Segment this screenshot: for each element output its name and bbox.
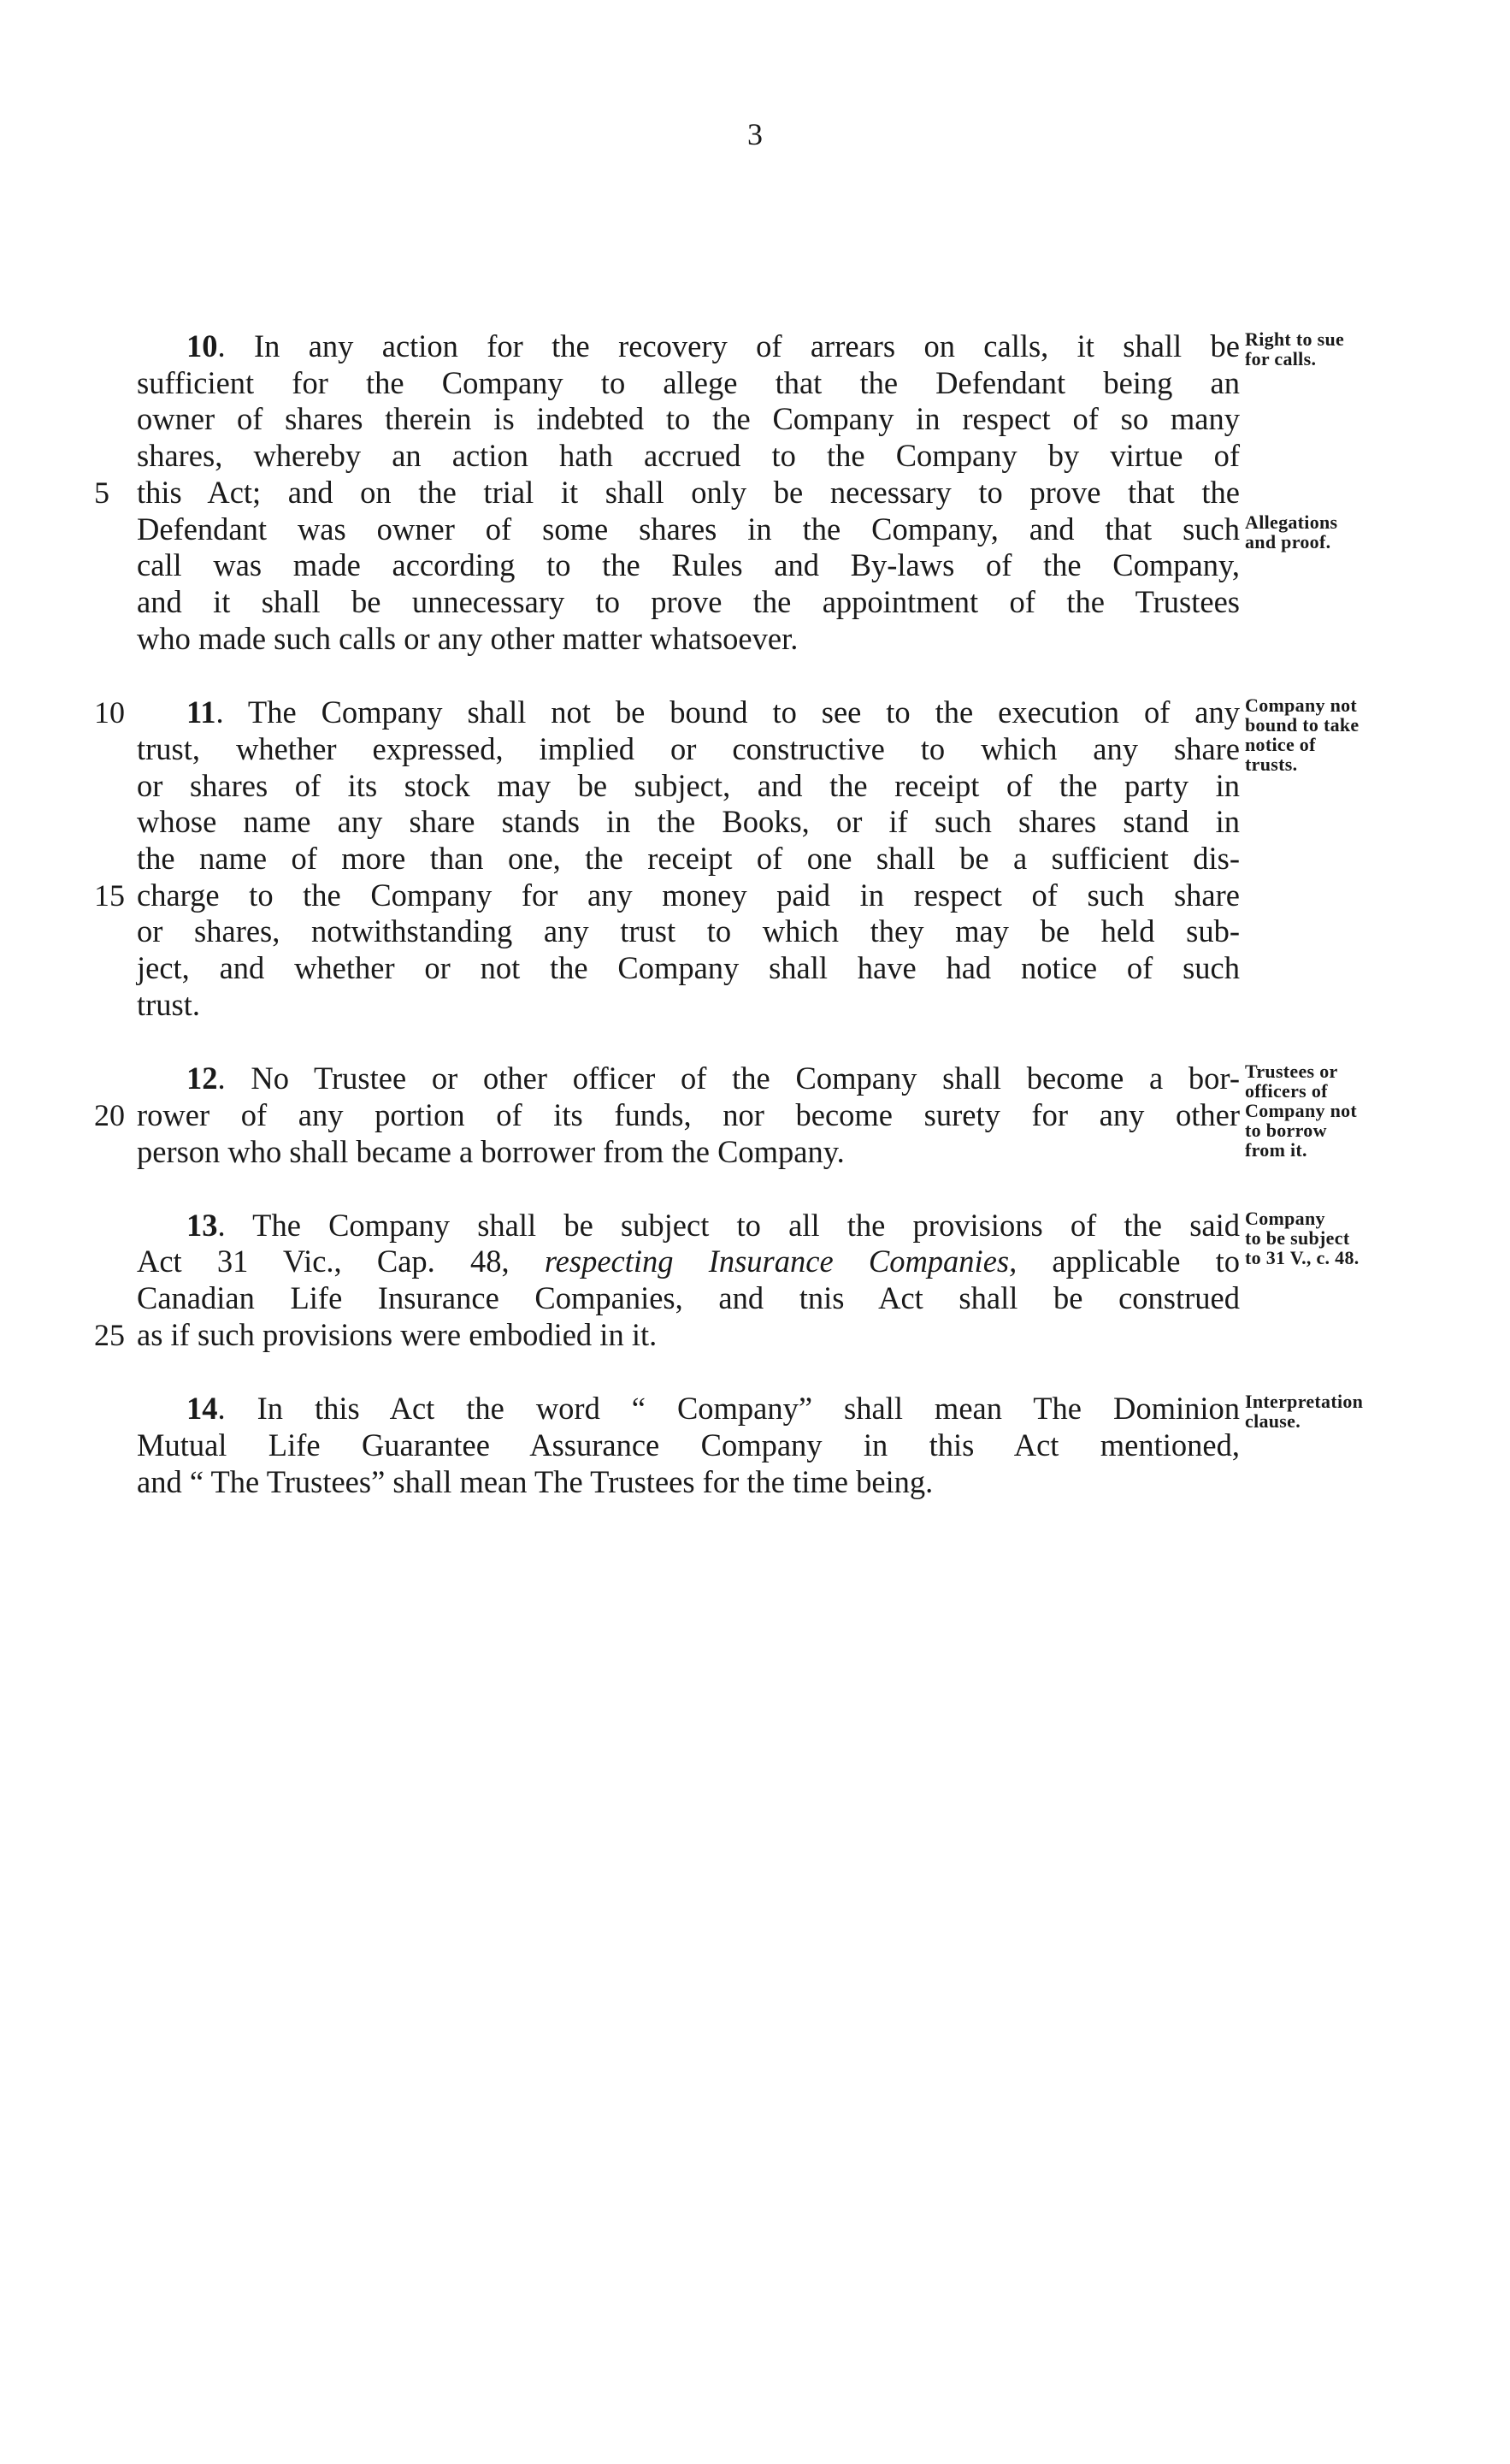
text-segment: . The Company shall not be bound to see to the execution of any (215, 694, 1240, 730)
marginal-note-line: bound to take (1245, 714, 1360, 736)
text-segment: applicable to (1017, 1244, 1240, 1279)
text-line (137, 805, 1240, 839)
text-segment: and it shall be unnecessary to prove the appointment of the Trustees (137, 584, 1240, 619)
text-segment: trust, whether expressed, implied or constructive to which any share (137, 731, 1240, 766)
text-segment: shares, whereby an action hath accrued to the Company by virtue of (137, 438, 1240, 473)
marginal-note (1245, 329, 1501, 369)
marginal-note (1245, 1061, 1501, 1160)
text-segment: whose name any share stands in the Books, or if such shares stand in (137, 804, 1240, 839)
text-segment: . The Company shall be subject to all the provisions of the said (217, 1208, 1240, 1243)
text-line (186, 1208, 1240, 1243)
text-line (186, 1392, 1240, 1426)
text-line (137, 1428, 1240, 1462)
section-number: 10 (186, 328, 218, 363)
text-line (137, 842, 1240, 876)
text-segment: . In any action for the recovery of arrears on calls, it shall be (217, 328, 1240, 363)
marginal-note-line: Company not (1245, 694, 1358, 716)
section-number: 14 (186, 1391, 218, 1426)
text-segment: . In this Act the word “ Company” shall mean The Dominion (217, 1391, 1240, 1426)
marginal-note-line: Right to sue (1245, 328, 1345, 350)
text-line (137, 439, 1240, 473)
marginal-note (1245, 1392, 1501, 1431)
marginal-note-line: Allegations (1245, 511, 1338, 533)
text-segment: call was made according to the Rules and By-laws of the Company, (137, 547, 1240, 582)
text-line (137, 878, 1240, 913)
marginal-note-line: Trustees or (1245, 1061, 1338, 1082)
text-segment: this Act; and on the trial it shall only be necessary to prove that the (137, 475, 1240, 510)
text-segment: sufficient for the Company to allege that the Defendant being an (137, 365, 1240, 400)
section-number: 13 (186, 1208, 218, 1243)
marginal-note-line: clause. (1245, 1410, 1301, 1432)
text-segment: Canadian Life Insurance Companies, and tnis Act shall be construed (137, 1280, 1240, 1315)
text-segment: the name of more than one, the receipt of one shall be a sufficient dis- (137, 841, 1240, 876)
marginal-note (1245, 1208, 1501, 1267)
text-segment: as if such provisions were embodied in it. (137, 1317, 658, 1352)
marginal-note-line: Company not (1245, 1100, 1358, 1121)
text-line (137, 1465, 1240, 1499)
text-segment: trust. (137, 987, 201, 1022)
text-line (137, 988, 1240, 1022)
line-number: 15 (94, 878, 125, 913)
text-line (137, 585, 1240, 619)
text-segment: Act 31 Vic., Cap. 48, (137, 1244, 545, 1279)
marginal-note-line: to borrow (1245, 1120, 1327, 1141)
text-line (137, 512, 1240, 547)
line-number: 25 (94, 1318, 125, 1352)
text-line (137, 1135, 1240, 1169)
marginal-note-line: trusts. (1245, 753, 1298, 775)
text-line (137, 402, 1240, 436)
text-segment: charge to the Company for any money paid in respect of such share (137, 877, 1240, 913)
text-line (137, 769, 1240, 803)
line-number: 10 (94, 695, 125, 730)
text-line (137, 951, 1240, 985)
text-segment: person who shall became a borrower from the Company. (137, 1134, 845, 1169)
text-segment: Mutual Life Guarantee Assurance Company in this Act mentioned, (137, 1427, 1240, 1462)
text-segment: rower of any portion of its funds, nor become surety for any other (137, 1097, 1240, 1132)
text-line (137, 548, 1240, 582)
marginal-note-line: notice of (1245, 734, 1316, 755)
text-line (137, 732, 1240, 766)
marginal-note (1245, 512, 1501, 552)
italic-text: respecting Insurance Companies, (544, 1244, 1017, 1279)
text-line (186, 1061, 1240, 1096)
marginal-note (1245, 695, 1501, 774)
text-line (186, 695, 1240, 730)
text-line (137, 366, 1240, 400)
text-segment: or shares, notwithstanding any trust to which they may be held sub- (137, 913, 1240, 948)
page-number: 3 (747, 117, 763, 151)
marginal-note-line: to 31 V., c. 48. (1245, 1247, 1360, 1268)
text-line (137, 622, 1240, 656)
section-number: 12 (186, 1061, 218, 1096)
text-segment: . No Trustee or other officer of the Company shall become a bor- (217, 1061, 1240, 1096)
text-segment: and “ The Trustees” shall mean The Trustees for the time being. (137, 1464, 934, 1499)
text-line (186, 329, 1240, 363)
marginal-note-line: officers of (1245, 1080, 1328, 1102)
marginal-note-line: from it. (1245, 1139, 1307, 1161)
text-segment: or shares of its stock may be subject, and the receipt of the party in (137, 768, 1240, 803)
text-line (137, 476, 1240, 510)
line-number: 20 (94, 1098, 125, 1132)
marginal-note-line: Interpretation (1245, 1391, 1364, 1412)
line-number: 5 (94, 476, 109, 510)
text-line (137, 1244, 1240, 1279)
text-segment: Defendant was owner of some shares in the Company, and that such (137, 511, 1240, 547)
text-line (137, 1318, 1240, 1352)
text-segment: owner of shares therein is indebted to the Company in respect of so many (137, 401, 1240, 436)
marginal-note-line: and proof. (1245, 531, 1331, 552)
text-line (137, 1098, 1240, 1132)
marginal-note-line: to be subject (1245, 1227, 1350, 1249)
marginal-note-line: Company (1245, 1208, 1325, 1229)
text-line (137, 1281, 1240, 1315)
text-segment: who made such calls or any other matter whatsoever. (137, 621, 799, 656)
section-number: 11 (186, 694, 216, 730)
marginal-note-line: for calls. (1245, 348, 1317, 369)
text-line (137, 914, 1240, 948)
text-segment: ject, and whether or not the Company shall have had notice of such (137, 950, 1240, 985)
